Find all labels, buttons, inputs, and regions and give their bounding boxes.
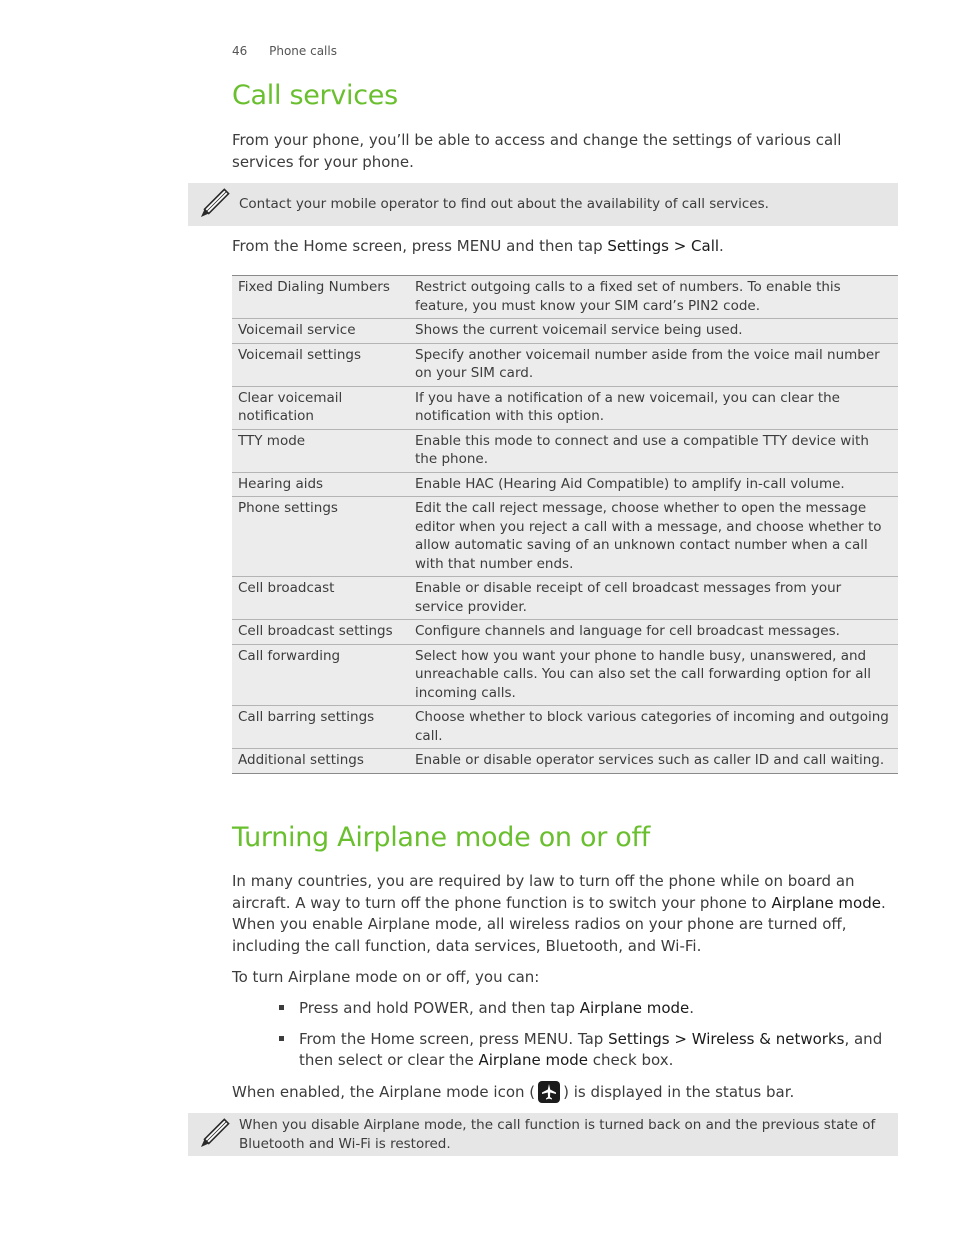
table-row: [232, 472, 898, 497]
note-text: Contact your mobile operator to find out about the availability of call services.: [239, 196, 769, 212]
call-settings-instruction: From the Home screen, press MENU and then tap Settings > Call.: [232, 237, 724, 255]
setting-description: Enable this mode to connect and use a compatible TTY device with the phone.: [409, 429, 898, 472]
table-row: [232, 620, 898, 645]
table-row: [232, 497, 898, 577]
table-row: [232, 577, 898, 620]
setting-description: Enable HAC (Hearing Aid Compatible) to amplify in-call volume.: [409, 472, 898, 497]
setting-name: Cell broadcast: [232, 577, 409, 620]
bullet: [279, 1036, 284, 1041]
setting-name: Additional settings: [232, 749, 409, 774]
setting-name: Call forwarding: [232, 644, 409, 706]
setting-description: Enable or disable operator services such as caller ID and call waiting.: [409, 749, 898, 774]
airplane-steps: [276, 998, 896, 1081]
section-name: Phone calls: [269, 44, 337, 58]
call-services-note: [188, 183, 898, 226]
table-row: [232, 429, 898, 472]
setting-name: Voicemail settings: [232, 343, 409, 386]
call-services-intro: From your phone, you’ll be able to access and change the settings of various call services for your phone.: [232, 131, 842, 171]
table-row: [232, 386, 898, 429]
list-item: Press and hold POWER, and then tap Airplane mode.: [276, 998, 896, 1020]
call-services-heading: Call services: [232, 80, 398, 111]
setting-description: Select how you want your phone to handle busy, unanswered, and unreachable calls. You can also set the call forwarding option for all incoming calls.: [409, 644, 898, 706]
setting-name: Hearing aids: [232, 472, 409, 497]
setting-name: Call barring settings: [232, 706, 409, 749]
setting-name: TTY mode: [232, 429, 409, 472]
airplane-mode-term: Airplane mode: [771, 893, 881, 912]
note-text: When you disable Airplane mode, the call function is turned back on and the previous state of Bluetooth and Wi-Fi is restored.: [239, 1117, 876, 1152]
table-row: [232, 706, 898, 749]
table-row: [232, 644, 898, 706]
airplane-note: [188, 1113, 898, 1156]
page-header: [232, 44, 337, 58]
setting-name: Fixed Dialing Numbers: [232, 276, 409, 319]
setting-description: Edit the call reject message, choose whether to open the message editor when you reject a call with a message, and choose whether to allow automatic saving of an unknown contact number when a call with that number ends.: [409, 497, 898, 577]
page-number: 46: [232, 44, 248, 58]
setting-description: Specify another voicemail number aside from the voice mail number on your SIM card.: [409, 343, 898, 386]
table-row: [232, 276, 898, 319]
pencil-note-icon: [196, 188, 230, 228]
airplane-status-line: When enabled, the Airplane mode icon ( ) is displayed in the status bar.: [232, 1083, 795, 1101]
setting-description: Choose whether to block various categories of incoming and outgoing call.: [409, 706, 898, 749]
table-row: [232, 343, 898, 386]
call-services-table: [232, 275, 898, 774]
airplane-icon: [538, 1081, 560, 1103]
bullet: [279, 1005, 284, 1010]
setting-name: Phone settings: [232, 497, 409, 577]
setting-description: Restrict outgoing calls to a fixed set of numbers. To enable this feature, you must know your SIM card’s PIN2 code.: [409, 276, 898, 319]
setting-name: Clear voicemail notification: [232, 386, 409, 429]
setting-description: Shows the current voicemail service being used.: [409, 319, 898, 344]
table-row: [232, 749, 898, 774]
setting-description: If you have a notification of a new voicemail, you can clear the notification with this option.: [409, 386, 898, 429]
airplane-intro: In many countries, you are required by law to turn off the phone while on board an aircraft. A way to turn off the phone function is to switch your phone to Airplane mode. When you enable Airplane mode, all wireless radios on your phone are turned off, including the call function, data services, Bluetooth, and Wi-Fi.: [232, 872, 886, 955]
setting-description: Enable or disable receipt of cell broadcast messages from your service provider.: [409, 577, 898, 620]
list-item: From the Home screen, press MENU. Tap Settings > Wireless & networks, and then select or clear the Airplane mode check box.: [276, 1029, 896, 1072]
settings-call-path: Settings > Call: [607, 237, 720, 255]
table-row: [232, 319, 898, 344]
airplane-mode-heading: Turning Airplane mode on or off: [232, 822, 650, 853]
airplane-howto: To turn Airplane mode on or off, you can:: [232, 968, 540, 986]
pencil-note-icon: [196, 1118, 230, 1158]
setting-name: Voicemail service: [232, 319, 409, 344]
setting-description: Configure channels and language for cell broadcast messages.: [409, 620, 898, 645]
setting-name: Cell broadcast settings: [232, 620, 409, 645]
